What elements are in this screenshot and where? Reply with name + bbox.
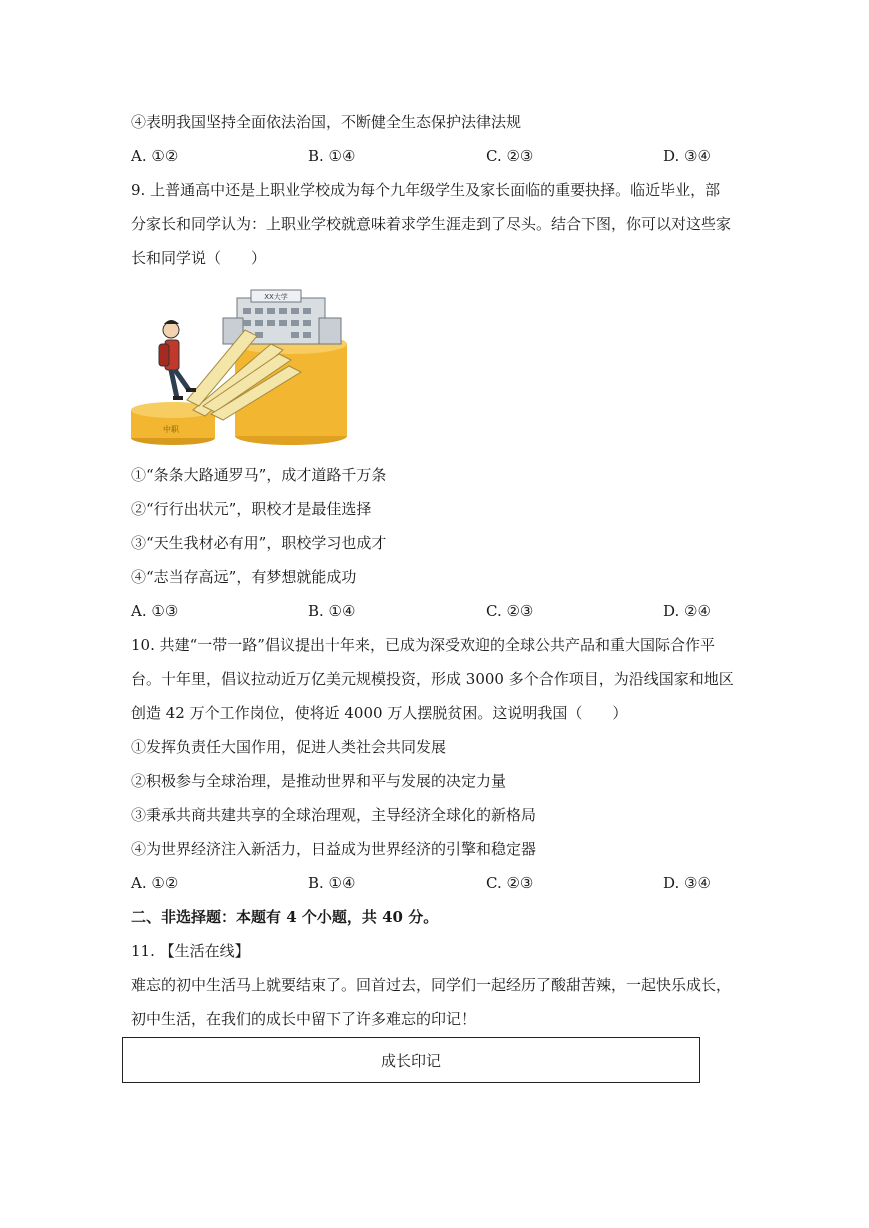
growth-marks-box xyxy=(122,1037,700,1083)
q9-statement-3: ③“天生我材必有用”，职校学习也成才 xyxy=(131,534,387,552)
career-path-illustration xyxy=(131,288,347,446)
q8-statement-4: ④表明我国坚持全面依法治国，不断健全生态保护法律法规 xyxy=(131,113,522,131)
q10-statement-3: ③秉承共商共建共享的全球治理观，主导经济全球化的新格局 xyxy=(131,806,537,824)
q10-option-b[interactable]: B. ①④ xyxy=(308,874,356,892)
q9-option-d[interactable]: D. ②④ xyxy=(663,602,711,620)
q9-statement-2: ②“行行出状元”，职校才是最佳选择 xyxy=(131,500,372,518)
q9-option-c[interactable]: C. ②③ xyxy=(486,602,534,620)
q9-stem-line-3: 长和同学说（ ） xyxy=(131,249,267,267)
q10-statement-2: ②积极参与全球治理，是推动世界和平与发展的决定力量 xyxy=(131,772,507,790)
building-sign-text: XX大学 xyxy=(264,293,288,301)
q10-option-c[interactable]: C. ②③ xyxy=(486,874,534,892)
q10-option-a[interactable]: A. ①② xyxy=(131,874,179,892)
q9-statement-4: ④“志当存高远”，有梦想就能成功 xyxy=(131,568,357,586)
q8-option-d[interactable]: D. ③④ xyxy=(663,147,711,165)
q11-title: 11. 【生活在线】 xyxy=(131,942,250,960)
q9-stem-line-2: 分家长和同学认为：上职业学校就意味着求学生涯走到了尽头。结合下图，你可以对这些家 xyxy=(131,215,732,233)
q10-stem-line-2: 台。十年里，倡议拉动近万亿美元规模投资，形成 3000 多个合作项目，为沿线国家和地区 xyxy=(131,670,734,688)
q11-text-line-2: 初中生活，在我们的成长中留下了许多难忘的印记！ xyxy=(131,1010,477,1028)
q10-statement-4: ④为世界经济注入新活力，日益成为世界经济的引擎和稳定器 xyxy=(131,840,537,858)
q10-statement-1: ①发挥负责任大国作用，促进人类社会共同发展 xyxy=(131,738,447,756)
base-label-text: 中职 xyxy=(163,425,179,434)
q8-option-c[interactable]: C. ②③ xyxy=(486,147,534,165)
growth-marks-box-title: 成长印记 xyxy=(380,1051,441,1070)
q10-stem-line-1: 10. 共建“一带一路”倡议提出十年来，已成为深受欢迎的全球公共产品和重大国际合作平 xyxy=(131,636,715,654)
q8-option-a[interactable]: A. ①② xyxy=(131,147,179,165)
q9-option-a[interactable]: A. ①③ xyxy=(131,602,179,620)
section-2-heading: 二、非选择题：本题有 4 个小题，共 40 分。 xyxy=(131,908,439,926)
q8-options xyxy=(131,146,751,166)
q9-illustration xyxy=(131,288,347,446)
q11-text-line-1: 难忘的初中生活马上就要结束了。回首过去，同学们一起经历了酸甜苦辣，一起快乐成长， xyxy=(131,976,732,994)
q10-stem-line-3: 创造 42 万个工作岗位，使将近 4000 万人摆脱贫困。这说明我国（ ） xyxy=(131,704,628,722)
q8-option-b[interactable]: B. ①④ xyxy=(308,147,356,165)
q10-options xyxy=(131,873,751,893)
q10-option-d[interactable]: D. ③④ xyxy=(663,874,711,892)
q9-option-b[interactable]: B. ①④ xyxy=(308,602,356,620)
q9-stem-line-1: 9. 上普通高中还是上职业学校成为每个九年级学生及家长面临的重要抉择。临近毕业，部 xyxy=(131,181,721,199)
q9-statement-1: ①“条条大路通罗马”，成才道路千万条 xyxy=(131,466,387,484)
q9-options xyxy=(131,601,751,621)
